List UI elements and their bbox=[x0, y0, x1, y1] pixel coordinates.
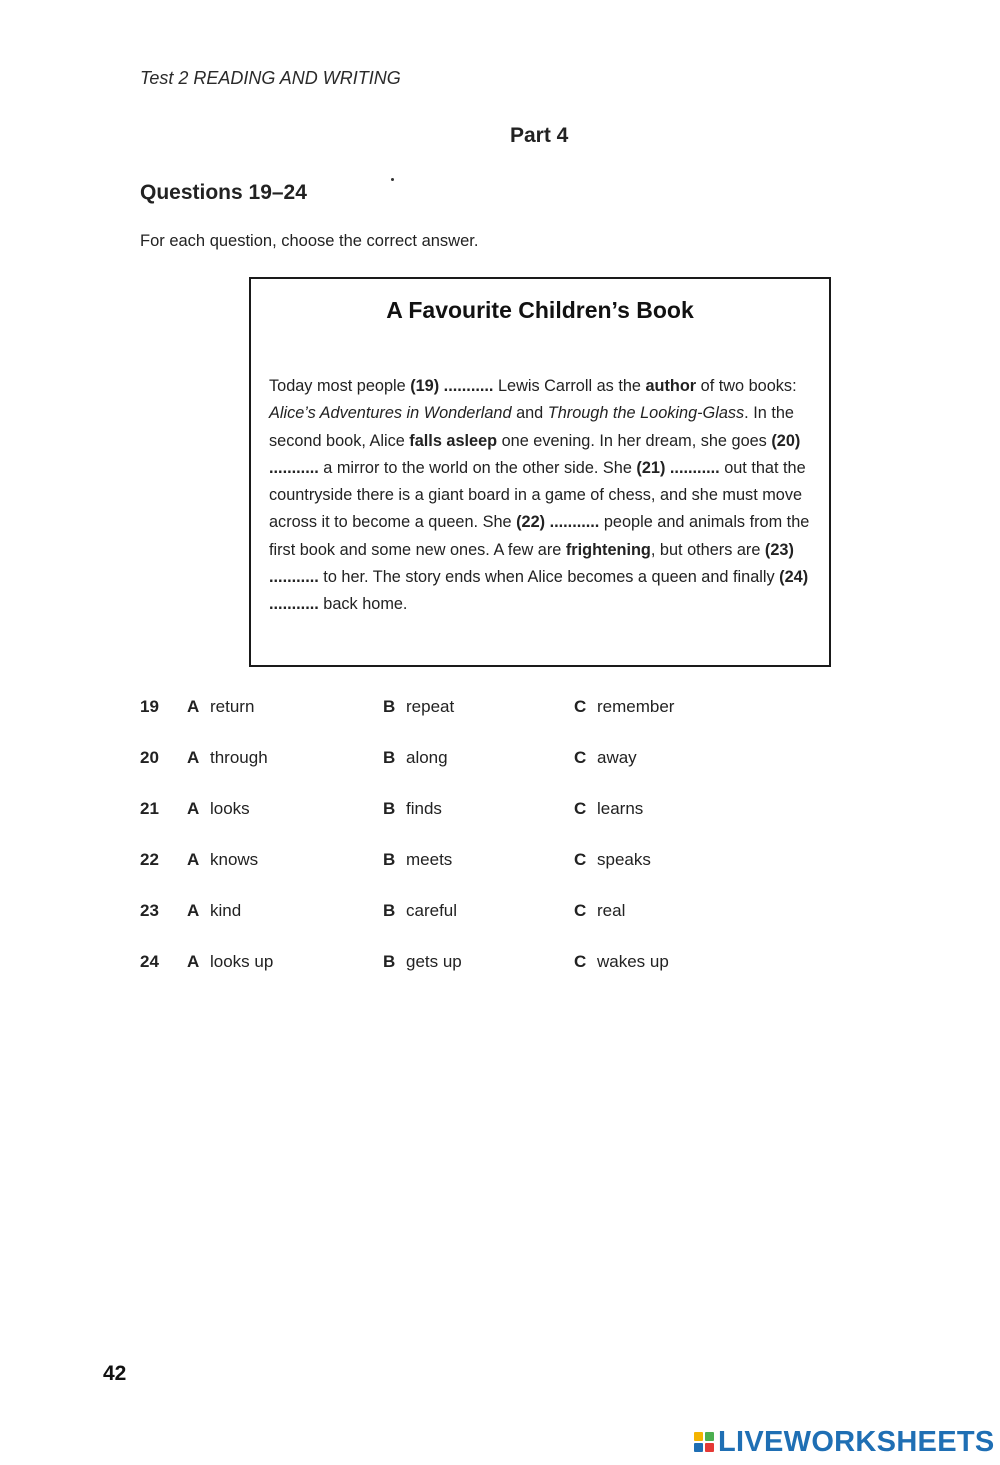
passage-segment: Today most people bbox=[269, 377, 411, 395]
answer-options bbox=[140, 697, 840, 1003]
option-19-a[interactable] bbox=[187, 697, 254, 717]
question-number: 22 bbox=[140, 850, 159, 869]
gap-24[interactable]: (24) ........... bbox=[269, 568, 809, 614]
passage-segment: back home. bbox=[318, 595, 408, 614]
question-row-21 bbox=[140, 799, 840, 850]
instruction-text: For each question, choose the correct answer. bbox=[140, 232, 479, 250]
questions-title: Questions 19–24 bbox=[140, 181, 307, 204]
option-letter: A bbox=[187, 697, 200, 716]
passage-segment: people and animals from the first book and some new ones. A few are bbox=[269, 513, 810, 559]
option-23-c[interactable] bbox=[574, 901, 625, 921]
option-text: through bbox=[210, 748, 268, 767]
logo-text: LIVEWORKSHEETS bbox=[718, 1425, 995, 1458]
option-text: meets bbox=[406, 850, 453, 869]
option-letter: C bbox=[574, 748, 587, 767]
option-text: looks up bbox=[210, 952, 274, 971]
passage-segment: . In the second book, Alice bbox=[269, 404, 794, 450]
option-letter: C bbox=[574, 697, 587, 716]
question-number: 19 bbox=[140, 697, 159, 716]
test-header: Test 2 READING AND WRITING bbox=[140, 68, 401, 88]
option-letter: B bbox=[383, 748, 396, 767]
option-22-c[interactable] bbox=[574, 850, 651, 870]
option-22-a[interactable] bbox=[187, 850, 258, 870]
highlight-word: frightening bbox=[565, 540, 651, 559]
option-text: knows bbox=[210, 850, 259, 869]
option-letter: C bbox=[574, 952, 587, 971]
option-23-a[interactable] bbox=[187, 901, 241, 921]
question-row-22 bbox=[140, 850, 840, 901]
gap-23[interactable]: (23) ........... bbox=[269, 540, 794, 587]
highlight-word: author bbox=[645, 377, 697, 395]
question-number: 23 bbox=[140, 901, 159, 920]
option-19-b[interactable] bbox=[383, 697, 454, 717]
gap-19[interactable]: (19) ........... bbox=[410, 377, 494, 395]
highlight-word: falls asleep bbox=[409, 431, 498, 450]
option-text: kind bbox=[210, 901, 242, 920]
option-24-c[interactable] bbox=[574, 952, 669, 972]
option-letter: A bbox=[187, 952, 200, 971]
logo-squares-icon bbox=[694, 1432, 714, 1452]
option-letter: C bbox=[574, 901, 587, 920]
option-21-b[interactable] bbox=[383, 799, 442, 819]
option-letter: A bbox=[187, 850, 200, 869]
gap-21[interactable]: (21) ........... bbox=[636, 458, 720, 477]
passage-segment: a mirror to the world on the other side. She bbox=[318, 458, 637, 477]
question-number: 21 bbox=[140, 799, 159, 818]
option-text: careful bbox=[406, 901, 458, 920]
option-letter: C bbox=[574, 850, 587, 869]
option-text: looks bbox=[210, 799, 250, 818]
option-text: finds bbox=[406, 799, 442, 818]
option-text: gets up bbox=[406, 952, 462, 971]
option-24-b[interactable] bbox=[383, 952, 462, 972]
option-20-c[interactable] bbox=[574, 748, 637, 768]
part-title: Part 4 bbox=[510, 124, 569, 147]
logo-square bbox=[705, 1443, 714, 1452]
option-21-a[interactable] bbox=[187, 799, 250, 819]
book-title-alice: Alice’s Adventures in Wonderland bbox=[269, 404, 512, 423]
passage-segment: one evening. In her dream, she goes bbox=[497, 431, 772, 450]
passage-segment: and bbox=[511, 404, 548, 423]
option-text: along bbox=[406, 748, 448, 767]
book-title-looking-glass: Through the Looking-Glass bbox=[547, 404, 745, 423]
liveworksheets-logo bbox=[694, 1424, 995, 1460]
option-20-b[interactable] bbox=[383, 748, 448, 768]
option-19-c[interactable] bbox=[574, 697, 674, 717]
question-number: 20 bbox=[140, 748, 159, 767]
logo-square bbox=[705, 1432, 714, 1441]
question-row-19 bbox=[140, 697, 840, 748]
gap-20[interactable]: (20) ........... bbox=[269, 431, 801, 477]
option-letter: A bbox=[187, 799, 200, 818]
option-text: speaks bbox=[597, 850, 651, 869]
gap-22[interactable]: (22) ........... bbox=[516, 513, 600, 532]
passage-box bbox=[249, 277, 831, 667]
logo-square bbox=[694, 1432, 703, 1441]
option-22-b[interactable] bbox=[383, 850, 452, 870]
passage-title: A Favourite Children’s Book bbox=[386, 297, 694, 323]
option-24-a[interactable] bbox=[187, 952, 273, 972]
option-21-c[interactable] bbox=[574, 799, 643, 819]
option-letter: B bbox=[383, 697, 396, 716]
option-23-b[interactable] bbox=[383, 901, 457, 921]
option-letter: C bbox=[574, 799, 587, 818]
option-text: real bbox=[597, 901, 626, 920]
stray-dot bbox=[391, 178, 394, 181]
question-number: 24 bbox=[140, 952, 159, 971]
option-letter: A bbox=[187, 901, 200, 920]
question-row-23 bbox=[140, 901, 840, 952]
option-text: repeat bbox=[406, 697, 455, 716]
option-text: wakes up bbox=[597, 952, 669, 971]
page-number: 42 bbox=[103, 1362, 127, 1385]
option-letter: B bbox=[383, 850, 396, 869]
option-text: return bbox=[210, 697, 255, 716]
option-text: learns bbox=[597, 799, 644, 818]
question-row-24 bbox=[140, 952, 840, 1003]
option-letter: A bbox=[187, 748, 200, 767]
passage-segment: out that the countryside there is a giant board in a game of chess, and she must move across it to become a queen. She bbox=[269, 458, 806, 532]
logo-square bbox=[694, 1443, 703, 1452]
option-letter: B bbox=[383, 901, 396, 920]
passage-segment: , but others are bbox=[650, 540, 765, 559]
option-20-a[interactable] bbox=[187, 748, 268, 768]
option-letter: B bbox=[383, 952, 396, 971]
passage-segment: of two books: bbox=[696, 377, 797, 395]
option-text: remember bbox=[597, 697, 675, 716]
question-row-20 bbox=[140, 748, 840, 799]
option-letter: B bbox=[383, 799, 396, 818]
passage-text bbox=[269, 373, 813, 619]
passage-segment: Lewis Carroll as the bbox=[493, 377, 646, 395]
passage-segment: to her. The story ends when Alice becomes a queen and finally bbox=[318, 568, 780, 587]
option-text: away bbox=[597, 748, 637, 767]
